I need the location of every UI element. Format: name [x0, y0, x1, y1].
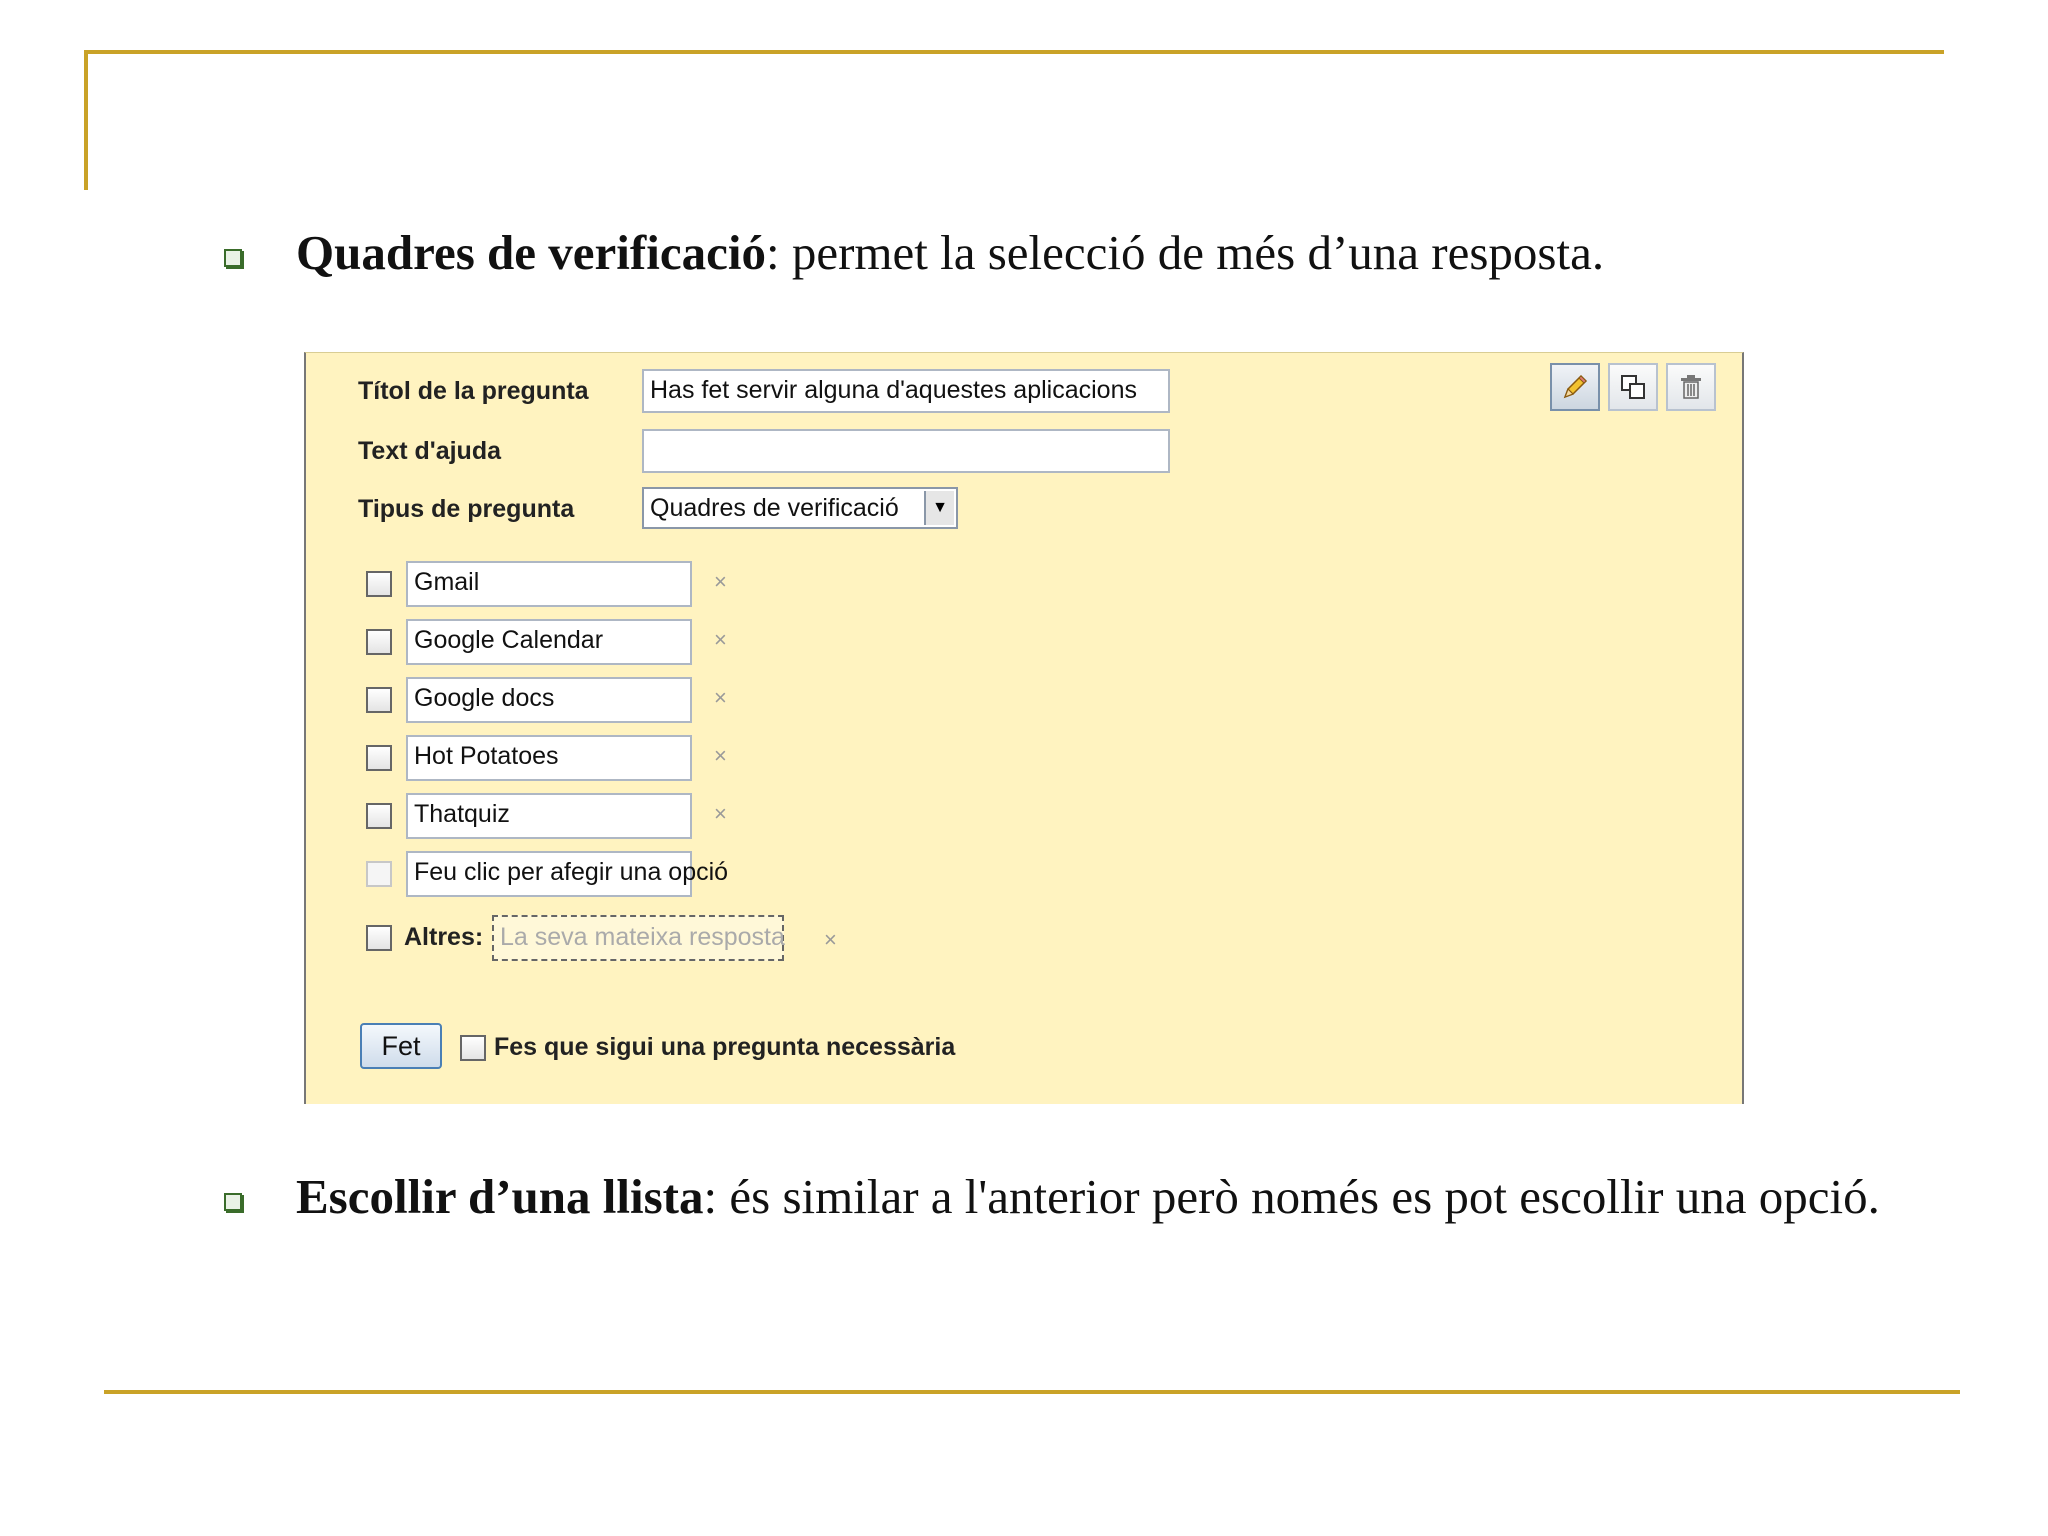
add-option-checkbox: [366, 861, 392, 887]
trash-icon-graphic: [1675, 371, 1707, 403]
required-label: Fes que sigui una pregunta necessària: [494, 1033, 956, 1061]
title-label: Títol de la pregunta: [358, 377, 589, 405]
title-input[interactable]: Has fet servir alguna d'aquestes aplicacions: [642, 369, 1170, 413]
trash-icon[interactable]: [1666, 363, 1716, 411]
add-option-input[interactable]: Feu clic per afegir una opció: [406, 851, 692, 897]
bullet-text: [296, 1168, 1880, 1227]
required-checkbox[interactable]: [460, 1035, 486, 1061]
remove-option-icon[interactable]: ×: [714, 627, 727, 652]
pencil-icon-graphic: [1559, 371, 1591, 403]
bullet-term: Escollir d’una llista: [296, 1169, 704, 1224]
option-input[interactable]: Hot Potatoes: [406, 735, 692, 781]
duplicate-icon[interactable]: [1608, 363, 1658, 411]
other-answer-input[interactable]: La seva mateixa resposta: [492, 915, 784, 961]
bullet-term: Quadres de verificació: [296, 225, 766, 280]
bullet-text: [296, 224, 1604, 283]
bullet-square-icon: [224, 1193, 242, 1211]
duplicate-icon-graphic: [1617, 371, 1649, 403]
option-checkbox[interactable]: [366, 687, 392, 713]
option-checkbox[interactable]: [366, 745, 392, 771]
question-type-value: Quadres de verificació: [650, 494, 899, 522]
help-text-label: Text d'ajuda: [358, 437, 502, 465]
bullet-square-icon: [224, 249, 242, 267]
remove-option-icon[interactable]: ×: [714, 801, 727, 826]
remove-option-icon[interactable]: ×: [714, 685, 727, 710]
option-input[interactable]: Google Calendar: [406, 619, 692, 665]
bullet-description: : permet la selecció de més d’una resposta.: [765, 225, 1605, 280]
remove-other-icon[interactable]: ×: [824, 927, 837, 952]
question-type-label: Tipus de pregunta: [358, 495, 575, 523]
remove-option-icon[interactable]: ×: [714, 569, 727, 594]
done-button[interactable]: Fet: [360, 1023, 442, 1069]
pencil-icon[interactable]: [1550, 363, 1600, 411]
remove-option-icon[interactable]: ×: [714, 743, 727, 768]
other-checkbox[interactable]: [366, 925, 392, 951]
help-text-input[interactable]: [642, 429, 1170, 473]
option-checkbox[interactable]: [366, 629, 392, 655]
question-type-select[interactable]: [642, 487, 958, 529]
other-label: Altres:: [404, 923, 484, 951]
option-checkbox[interactable]: [366, 803, 392, 829]
option-checkbox[interactable]: [366, 571, 392, 597]
frame-left-line: [84, 50, 88, 190]
option-input[interactable]: Gmail: [406, 561, 692, 607]
option-input[interactable]: Google docs: [406, 677, 692, 723]
option-input[interactable]: Thatquiz: [406, 793, 692, 839]
frame-top-line: [84, 50, 1944, 54]
bullet-description: : és similar a l'anterior però només es pot escollir una opció.: [703, 1169, 1880, 1224]
question-edit-panel: [304, 352, 1744, 1104]
chevron-down-icon[interactable]: ▼: [924, 491, 954, 525]
frame-bottom-line: [104, 1390, 1960, 1394]
